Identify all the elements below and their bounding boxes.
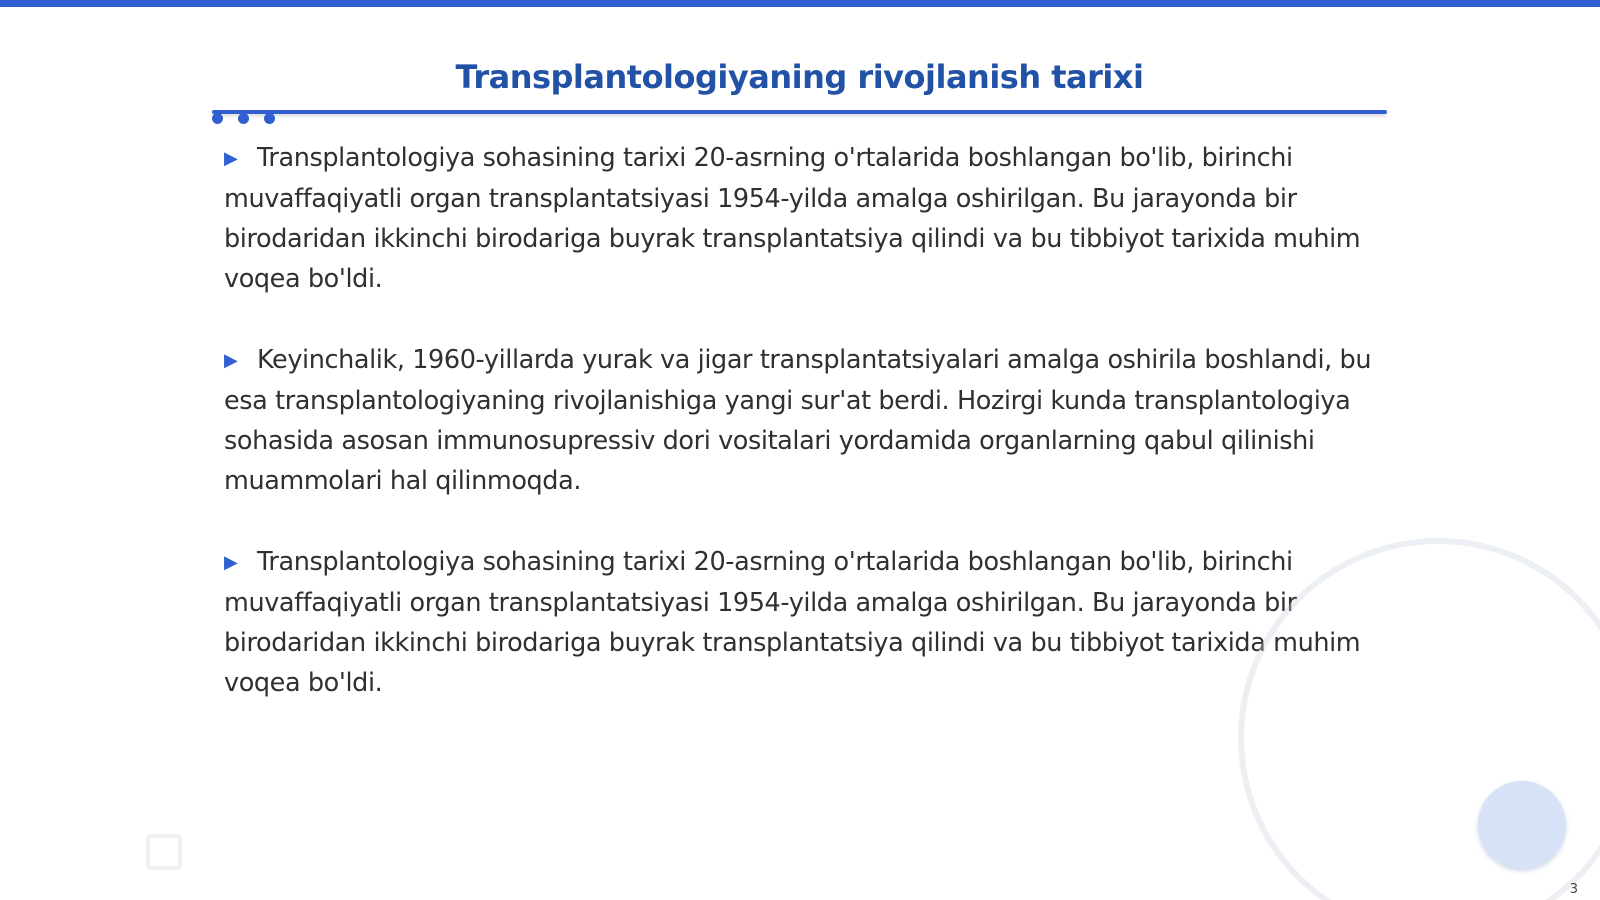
decorative-square (146, 834, 182, 870)
bullet-list (224, 138, 1384, 744)
triangle-bullet-icon: ▶ (224, 350, 238, 371)
bullet-item (224, 542, 1384, 703)
bullet-text: Transplantologiya sohasining tarixi 20-asrning o'rtalarida boshlangan bo'lib, birinchi muvaffaqiyatli organ transplantatsiyasi 1954-yilda amalga oshirilgan. Bu jarayonda bir birodaridan ikkinchi birodariga buyrak transplantatsiya qilindi va bu tibbiyot tarixida muhim voqea bo'ldi. (224, 143, 1361, 294)
decorative-dot (238, 113, 249, 124)
title-underline (212, 110, 1387, 114)
decorative-circle (1478, 781, 1566, 869)
bullet-text: Keyinchalik, 1960-yillarda yurak va jigar transplantatsiyalari amalga oshirila boshlandi, bu esa transplantologiyaning rivojlanishiga yangi sur'at berdi. Hozirgi kunda transplantologiya sohasida asosan immunosupressiv dori vositalari yordamida organlarning qabul qilinishi muammolari hal qilinmoqda. (224, 345, 1372, 496)
bullet-item (224, 138, 1384, 299)
decorative-dot (212, 113, 223, 124)
bullet-item (224, 340, 1384, 501)
triangle-bullet-icon: ▶ (224, 552, 238, 573)
top-accent-bar (0, 0, 1600, 7)
bullet-text: Transplantologiya sohasining tarixi 20-asrning o'rtalarida boshlangan bo'lib, birinchi muvaffaqiyatli organ transplantatsiyasi 1954-yilda amalga oshirilgan. Bu jarayonda bir birodaridan ikkinchi birodariga buyrak transplantatsiya qilindi va bu tibbiyot tarixida muhim voqea bo'ldi. (224, 547, 1361, 698)
decorative-dot (264, 113, 275, 124)
triangle-bullet-icon: ▶ (224, 148, 238, 169)
slide-title: Transplantologiyaning rivojlanish tarixi (455, 58, 1144, 96)
page-number: 3 (1569, 882, 1578, 897)
